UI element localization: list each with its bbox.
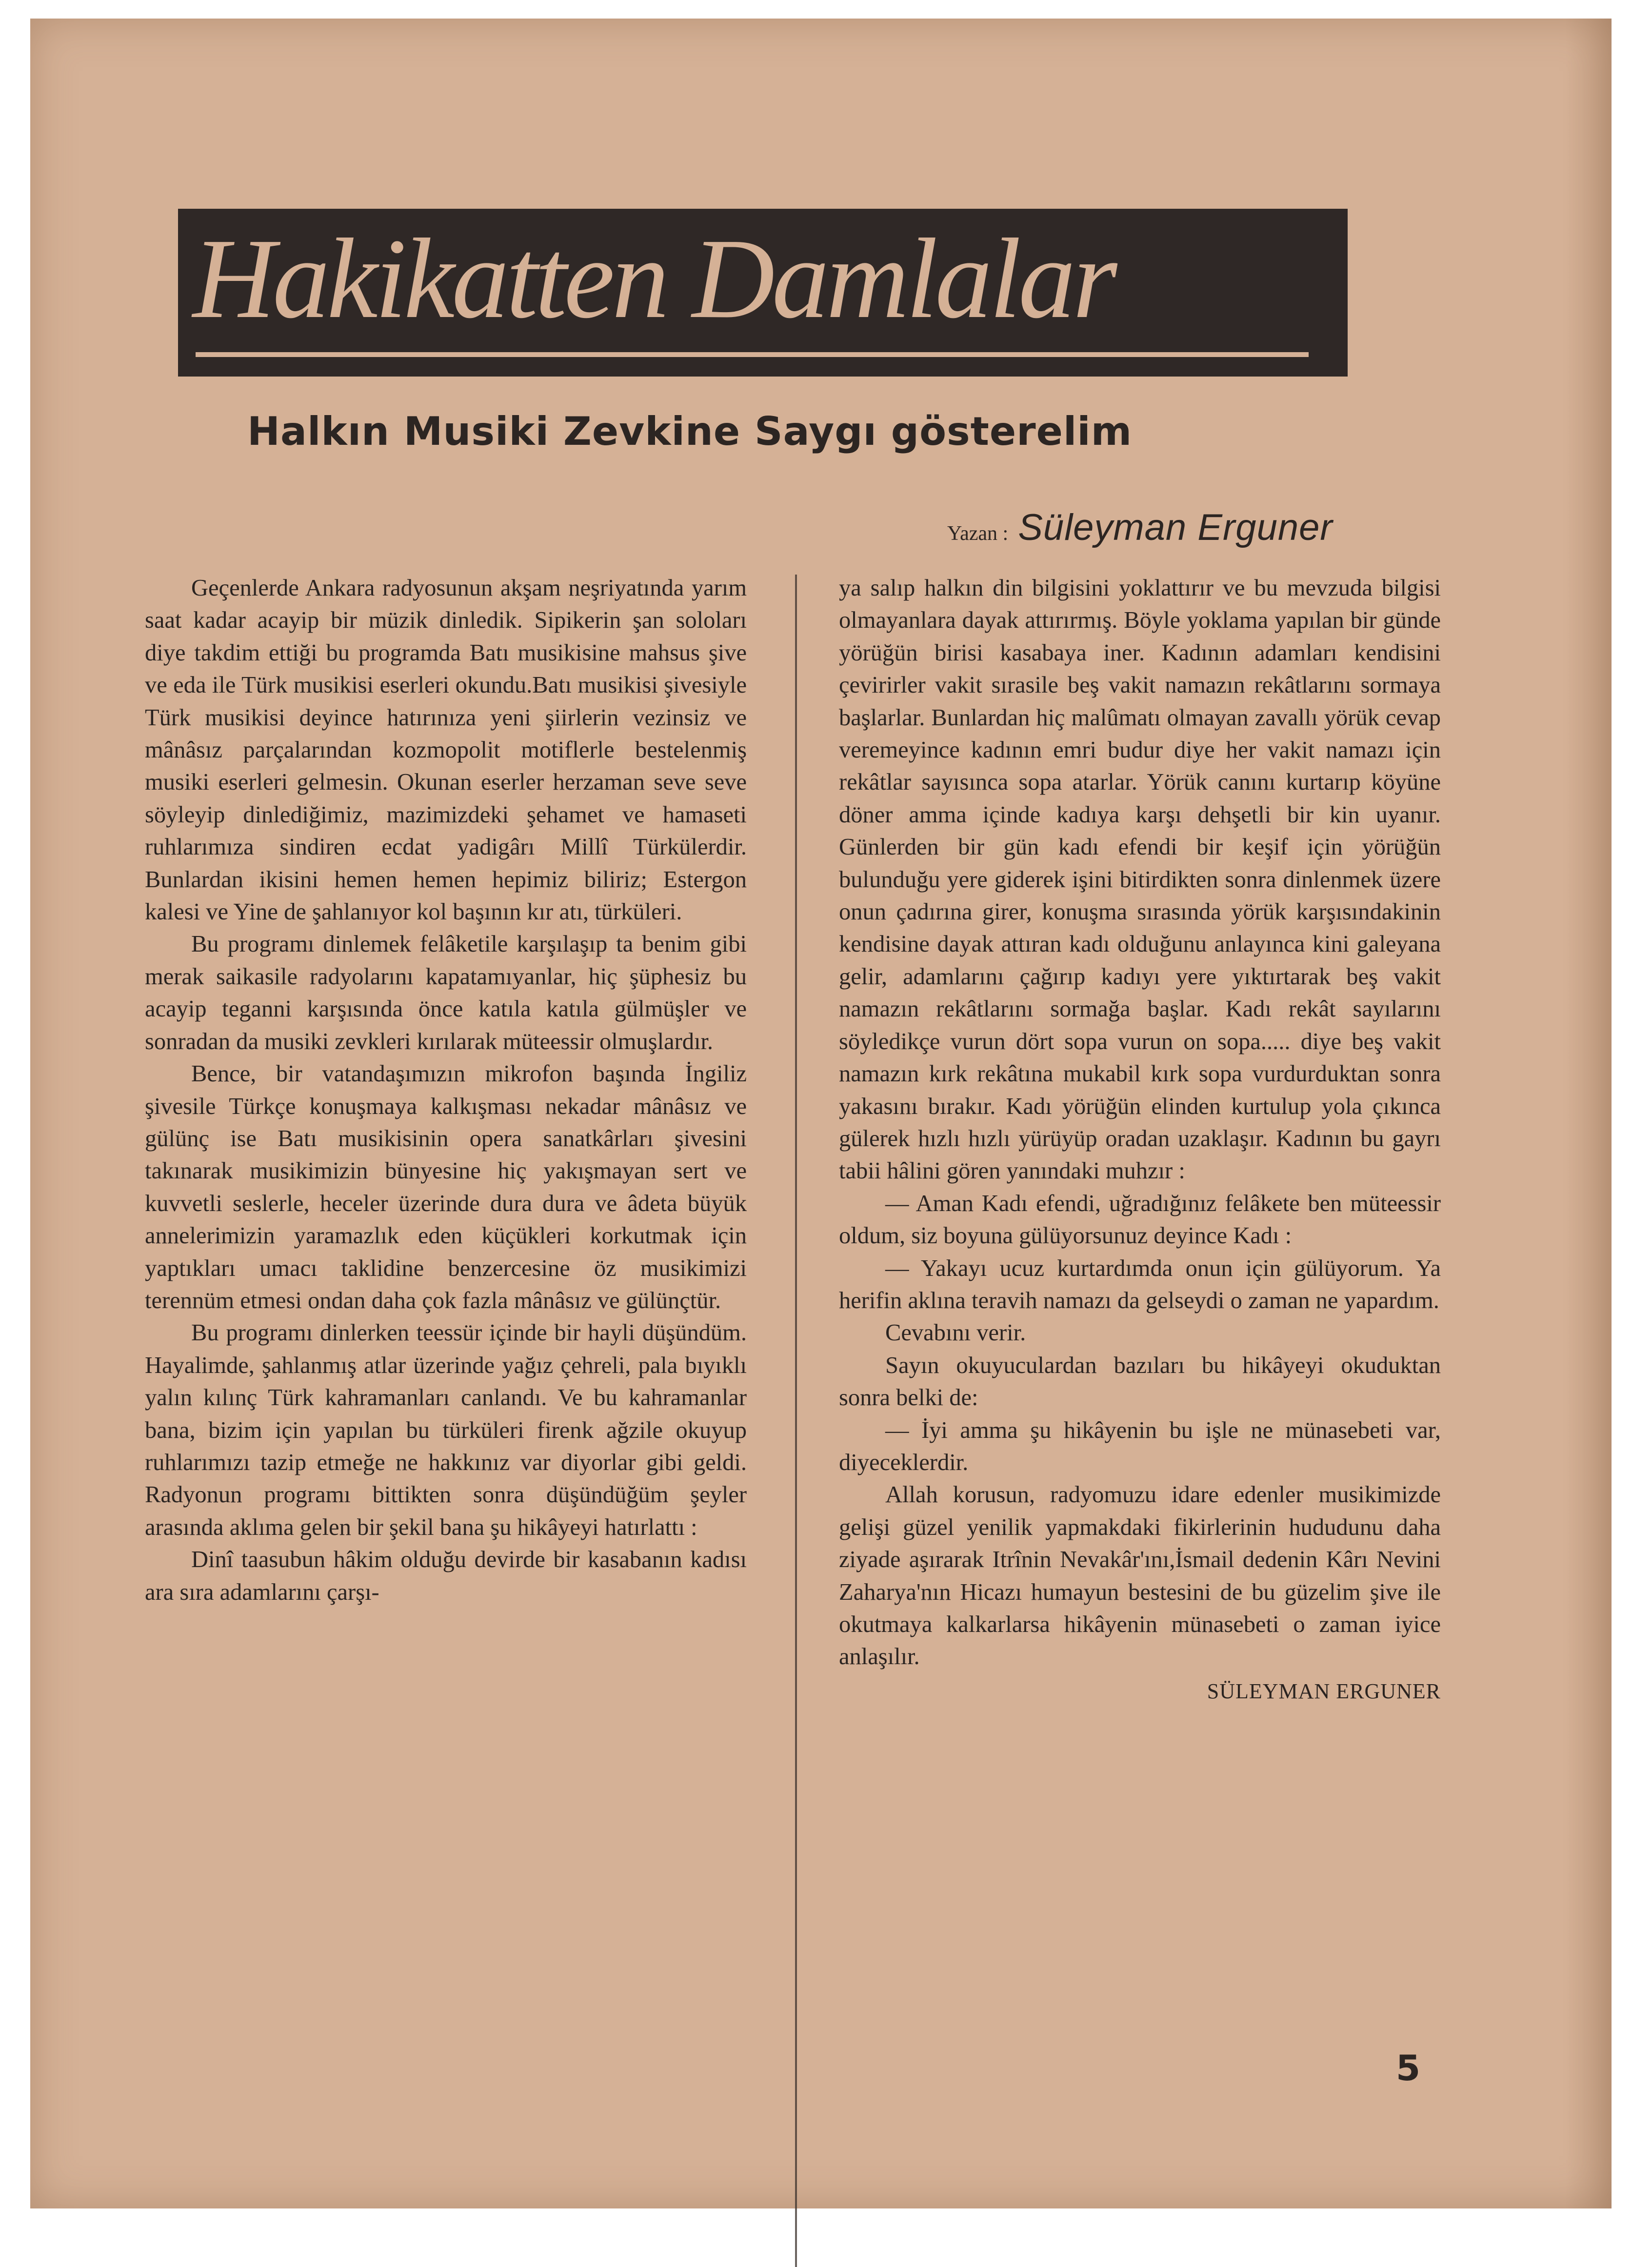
article-headline: Halkın Musiki Zevkine Saygı gösterelim (247, 409, 1133, 454)
masthead-underline (196, 352, 1309, 357)
page-number: 5 (1396, 2048, 1421, 2088)
byline-label: Yazan : (947, 522, 1009, 545)
paragraph: — Aman Kadı efendi, uğradığınız felâkete ben müteessir oldum, siz boyuna gülüyorsunuz deyince Kadı : (839, 1190, 1441, 1249)
paragraph: Dinî taasubun hâkim olduğu devirde bir kasabanın kadısı ara sıra adamlarını çarşı- (145, 1547, 747, 1605)
paragraph: Cevabını verir. (885, 1320, 1026, 1346)
magazine-page (30, 19, 1612, 2208)
paragraph: Sayın okuyuculardan bazıları bu hikâyeyi okuduktan sonra belki de: (839, 1352, 1441, 1411)
paragraph: Geçenlerde Ankara radyosunun akşam neşriyatında yarım saat kadar acayip bir müzik dinledik. Sipikerin şan soloları diye takdim ettiği bu programda Batı musikisine mahsus şive ve eda ile Türk musikisi eserleri okundu.Batı musikisi şivesiyle Türk musikisi deyince hatırınıza yeni şiirlerin vezinsiz ve mânâsız parçalarından kozmopolit motiflerle bestelenmiş musiki eserleri gelmesin. Okunan eserler herzaman seve seve söyleyip dinlediğimiz, mazimizdeki şehamet ve hamaseti ruhlarımıza sindiren ecdat yadigârı Millî Türkülerdir. Bunlardan ikisini hemen hemen hepimiz biliriz; Estergon kalesi ve Yine de şahlanıyor kol başının kır atı, türküleri. (145, 575, 747, 925)
masthead-title: Hakikatten Damlalar (193, 215, 1115, 342)
right-column (839, 572, 1441, 1708)
author-signature: SÜLEYMAN ERGUNER (1207, 1679, 1441, 1703)
masthead-banner (178, 209, 1348, 377)
author-name: Süleyman Erguner (1018, 507, 1333, 548)
paragraph: Bu programı dinlerken teessür içinde bir hayli düşündüm. Hayalimde, şahlanmış atlar üzerinde yağız çehreli, pala bıyıklı yalın kılınç Türk kahramanları canlandı. Ve bu kahramanlar bana, bizim için yapılan bu türküleri firenk ağzile okuyup ruhlarımızı tazip etmeğe ne hakkınız var diyorlar gibi geldi. Radyonun programı bittikten sonra düşündüğüm şeyler arasında aklıma gelen bir şekil bana şu hikâyeyi hatırlattı : (145, 1320, 747, 1540)
byline (947, 506, 1333, 549)
paragraph: ya salıp halkın din bilgisini yoklattırır ve bu mevzuda bilgisi olmayanlara dayak attırırmış. Böyle yoklama yapılan bir günde yörüğün birisi kasabaya iner. Kadının adamları kendisini çevirirler vakit sırasile beş vakit namazın rekâtlarını sormaya başlarlar. Bunlardan hiç malûmatı olmayan zavallı yörük cevap veremeyince kadının emri budur diye her vakit namazı için rekâtlar sayısınca sopa atarlar. Yörük canını kurtarıp köyüne döner amma içinde kadıya karşı dehşetli bir kin uyanır. Günlerden bir gün kadı efendi bir keşif için yörüğün bulunduğu yere giderek işini bitirdikten sonra dinlenmek üzere onun çadırına girer, konuşma sırasında yörük karşısındakinin kendisine dayak attıran kadı olduğunu anlayınca kini galeyana gelir, adamlarını çağırıp kadıyı yere yıktırtarak beş vakit namazın rekâtlarını sormağa başlar. Kadı rekât sayılarını söyledikçe vurun dört sopa vurun on sopa..... diye beş vakit namazın kırk rekâtına mukabil kırk sopa vurdurduktan sonra yakasını bırakır. Kadı yörüğün elinden kurtulup yola çıkınca gülerek hızlı hızlı yürüyüp oradan uzaklaşır. Kadının bu gayrı tabii hâlini gören yanındaki muhzır : (839, 575, 1441, 1184)
paragraph: — İyi amma şu hikâyenin bu işle ne münasebeti var, diyeceklerdir. (839, 1417, 1441, 1475)
paragraph: Bence, bir vatandaşımızın mikrofon başında İngiliz şivesile Türkçe konuşmaya kalkışması nekadar mânâsız ve gülünç ise Batı musikisinin opera sanatkârları şivesini takınarak musikimizin bünyesine hiç yakışmayan sert ve kuvvetli seslerle, heceler üzerinde dura dura ve âdeta büyük annelerimizin yaramazlık eden küçükleri korkutmak için yaptıkları umacı taklidine benzercesine öz musikimizi terennüm etmesi ondan daha çok fazla mânâsız ve gülünçtür. (145, 1061, 747, 1313)
paragraph: Bu programı dinlemek felâketile karşılaşıp ta benim gibi merak saikasile radyolarını kapatamıyanlar, hiç şüphesiz bu acayip teganni karşısında önce katıla katıla gülmüşler ve sonradan da musiki zevkleri kırılarak müteessir olmuşlardır. (145, 931, 747, 1054)
paragraph: — Yakayı ucuz kurtardımda onun için gülüyorum. Ya herifin aklına teravih namazı da gelseydi o zaman ne yapardım. (839, 1255, 1441, 1313)
paragraph: Allah korusun, radyomuzu idare edenler musikimizde gelişi güzel yenilik yapmakdaki fikirlerinin hududunu daha ziyade aşırarak Itrînin Nevakâr'ını,İsmail dedenin Kârı Nevini Zaharya'nın Hicazı humayun bestesini de bu güzelim şive ile okutmaya kalkarlarsa hikâyenin münasebeti o zaman iyice anlaşılır. (839, 1482, 1441, 1670)
column-divider (795, 575, 797, 2267)
left-column (145, 572, 747, 1609)
